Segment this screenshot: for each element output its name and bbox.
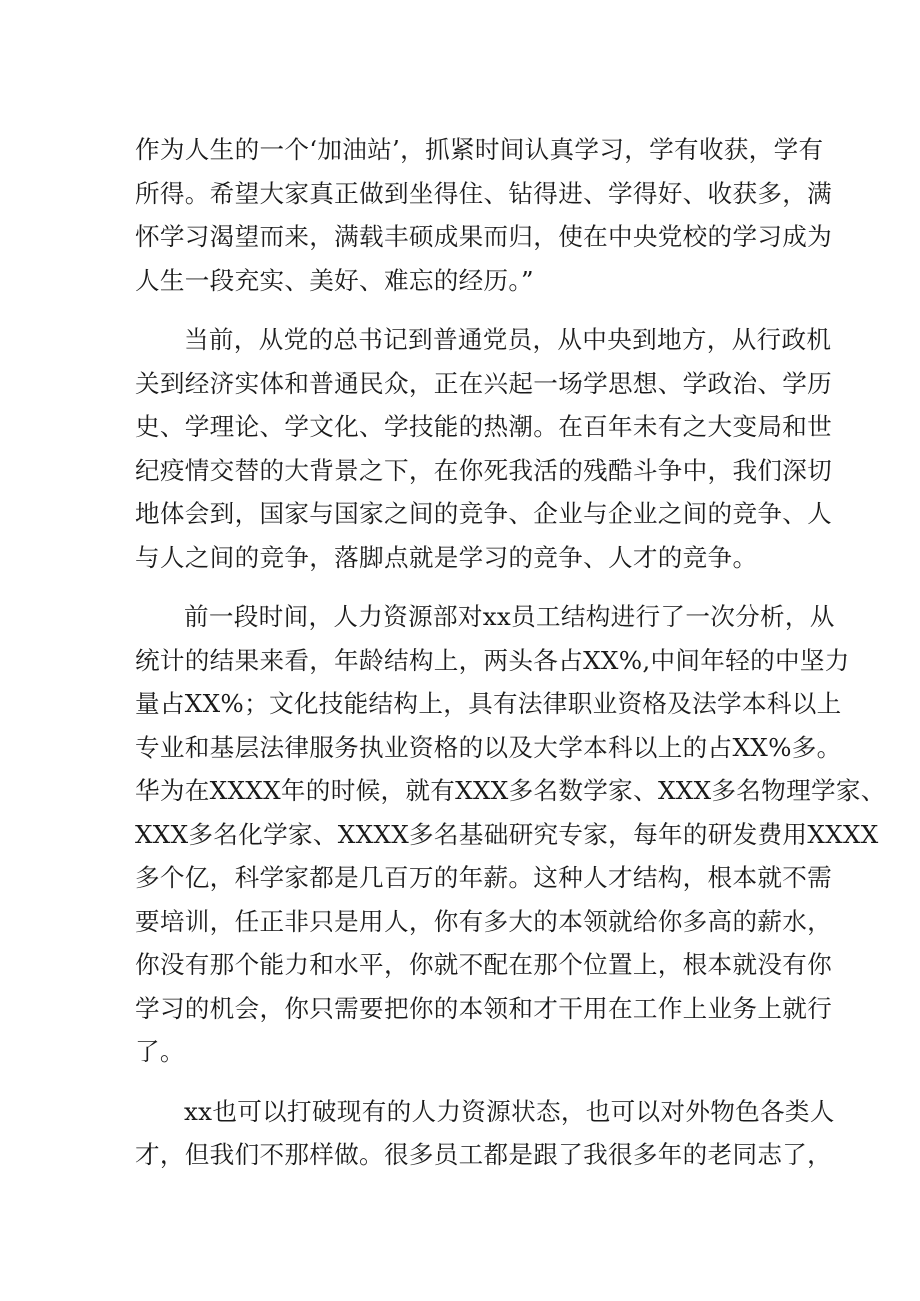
text-line: 专业和基层法律服务执业资格的以及大学本科以上的占XX%多。 — [135, 732, 842, 762]
text-line: 你没有那个能力和水平，你就不配在那个位置上，根本就没有你 — [135, 950, 833, 979]
paragraph-4 — [135, 1090, 835, 1177]
paragraph-2 — [135, 318, 833, 579]
paragraph-3 — [135, 595, 886, 1074]
text-line: xx也可以打破现有的人力资源状态，也可以对外物色各类人 — [184, 1096, 835, 1126]
text-line: 学习的机会，你只需要把你的本领和才干用在工作上业务上就行 — [135, 993, 833, 1023]
text-line: 所得。希望大家真正做到坐得住、钻得进、学得好、收获多，满 — [135, 178, 833, 208]
text-line: 要培训，任正非只是用人，你有多大的本领就给你多高的薪水， — [135, 906, 833, 936]
text-line: 怀学习渴望而来，满载丰硕成果而归，使在中央党校的学习成为 — [135, 222, 833, 251]
text-line: 纪疫情交替的大背景之下，在你死我活的残酷斗争中，我们深切 — [135, 455, 833, 485]
text-line: 前一段时间，人力资源部对xx员工结构进行了一次分析，从 — [184, 602, 835, 631]
text-line: 人生一段充实、美好、难忘的经历。” — [135, 265, 534, 295]
text-line: 华为在XXXX年的时候，就有XXX多名数学家、XXX多名物理学家、 — [135, 776, 886, 805]
text-line: 与人之间的竞争，落脚点就是学习的竞争、人才的竞争。 — [135, 542, 758, 572]
text-line: 统计的结果来看，年龄结构上，两头各占XX%,中间年轻的中坚力 — [135, 645, 850, 675]
text-line: 当前，从党的总书记到普通党员，从中央到地方，从行政机 — [184, 325, 832, 354]
paragraph-1 — [135, 128, 833, 302]
text-line: XXX多名化学家、XXXX多名基础研究专家，每年的研发费用XXXX — [135, 819, 879, 849]
text-line: 量占XX%；文化技能结构上，具有法律职业资格及法学本科以上 — [135, 689, 842, 718]
text-line: 才，但我们不那样做。很多员工都是跟了我很多年的老同志了， — [135, 1140, 833, 1169]
text-line: 了。 — [135, 1037, 185, 1066]
text-line: 作为人生的一个‘加油站’，抓紧时间认真学习，学有收获，学有 — [135, 135, 824, 164]
text-line: 地体会到，国家与国家之间的竞争、企业与企业之间的竞争、人 — [135, 499, 833, 528]
text-line: 多个亿，科学家都是几百万的年薪。这种人才结构，根本就不需 — [135, 863, 833, 892]
text-line: 史、学理论、学文化、学技能的热潮。在百年未有之大变局和世 — [135, 412, 833, 441]
text-line: 关到经济实体和普通民众，正在兴起一场学思想、学政治、学历 — [135, 368, 833, 398]
